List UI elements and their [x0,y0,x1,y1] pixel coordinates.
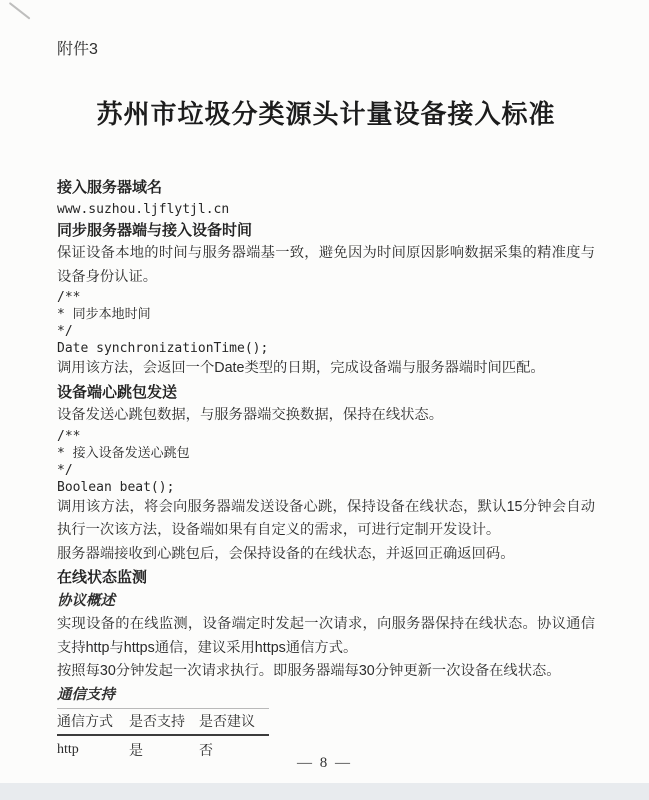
section-heading-heartbeat: 设备端心跳包发送 [57,383,178,401]
paragraph-sync-description: 保证设备本地的时间与服务器端基一致，避免因为时间原因影响数据采集的精准度与设备身份认证。 [57,245,595,285]
attachment-label: 附件3 [57,41,98,58]
subheading-protocol-overview: 协议概述 [57,592,115,609]
code-sync-comment-open: /** [57,290,81,305]
server-domain-text: www.suzhou.ljflytjl.cn [57,201,230,217]
table-cell-recommended: 否 [199,742,213,758]
table-cell-method: http [57,742,79,757]
table-header-comm-method: 通信方式 [57,709,129,736]
paragraph-sync-result: 调用该方法，会返回一个Date类型的日期，完成设备端与服务器端时间匹配。 [57,360,545,376]
code-beat-comment-text: * 接入设备发送心跳包 [57,445,190,461]
table-header-supported: 是否支持 [129,709,199,736]
code-sync-method: Date synchronizationTime(); [57,341,269,356]
section-heading-sync-time: 同步服务器端与接入设备时间 [57,221,253,239]
table-header-recommended: 是否建议 [199,709,269,736]
page-number: — 8 — [297,755,352,771]
section-heading-online-monitor: 在线状态监测 [57,569,148,586]
communication-support-table [57,708,269,762]
page-title: 苏州市垃圾分类源头计量设备接入标准 [96,100,556,129]
paragraph-online-1: 实现设备的在线监测，设备端定时发起一次请求，向服务器保持在线状态。协议通信支持http与https通信，建议采用https通信方式。 [57,616,595,656]
code-sync-comment-text: * 同步本地时间 [57,307,151,322]
subheading-comm-support: 通信支持 [57,686,115,703]
code-beat-comment-open: /** [57,428,81,444]
code-sync-comment-close: */ [57,324,73,339]
paragraph-heartbeat-intro: 设备发送心跳包数据，与服务器端交换数据，保持在线状态。 [57,407,444,423]
scan-edge [0,783,649,800]
table-header-row [57,709,269,736]
code-beat-method: Boolean beat(); [57,479,175,495]
paragraph-heartbeat-server: 服务器端接收到心跳包后，会保持设备的在线状态，并返回正确返回码。 [57,545,515,562]
paragraph-heartbeat-detail: 调用该方法，将会向服务器端发送设备心跳，保持设备在线状态，默认15分钟会自动执行一次该方法，设备端如果有自定义的需求，可进行定制开发设计。 [57,498,595,538]
paragraph-online-2: 按照每30分钟发起一次请求执行。即服务器端每30分钟更新一次设备在线状态。 [57,663,561,679]
table-cell-supported: 是 [129,742,143,758]
section-heading-server-domain: 接入服务器域名 [57,179,163,196]
code-beat-comment-close: */ [57,462,73,478]
